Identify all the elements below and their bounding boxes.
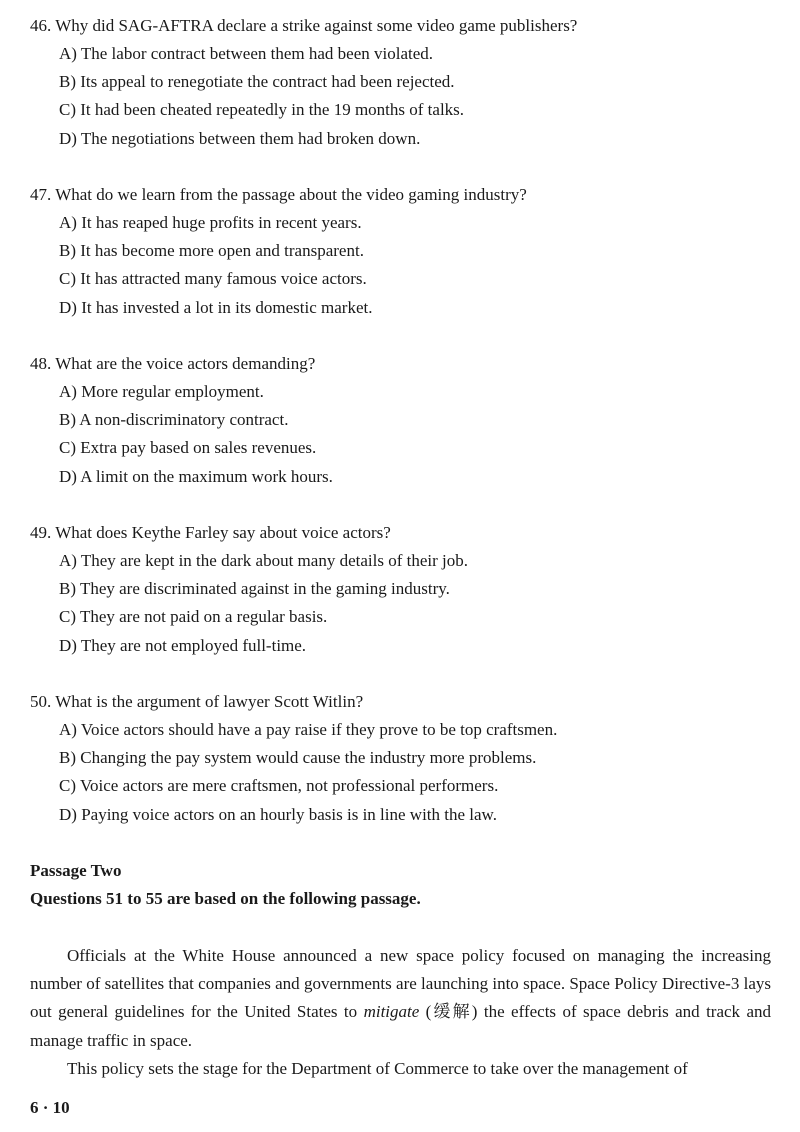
option-d: D) It has invested a lot in its domestic market. — [59, 297, 373, 317]
option-c: C) It has attracted many famous voice actors. — [59, 269, 367, 289]
question-46 — [30, 12, 780, 153]
passage-title: Passage Two — [30, 861, 122, 880]
option-d: D) A limit on the maximum work hours. — [59, 466, 333, 486]
passage-heading — [30, 857, 780, 913]
option-b: B) Changing the pay system would cause the industry more problems. — [59, 748, 537, 768]
option-b: B) Its appeal to renegotiate the contract had been rejected. — [59, 72, 455, 92]
passage-body — [30, 942, 771, 1083]
question-48 — [30, 350, 780, 491]
question-stem: 46. Why did SAG-AFTRA declare a strike against some video game publishers? — [30, 16, 578, 35]
question-stem: 48. What are the voice actors demanding? — [30, 354, 316, 373]
option-b: B) A non-discriminatory contract. — [59, 410, 289, 430]
passage-paragraph-2: This policy sets the stage for the Department of Commerce to take over the management of — [67, 1058, 688, 1078]
page-number: 6 · 10 — [30, 1098, 70, 1117]
option-d: D) The negotiations between them had broken down. — [59, 128, 421, 148]
option-b: B) It has become more open and transparent. — [59, 241, 364, 261]
option-b: B) They are discriminated against in the gaming industry. — [59, 579, 450, 599]
chinese-gloss: (缓解) — [419, 1002, 478, 1022]
passage-instruction: Questions 51 to 55 are based on the following passage. — [30, 889, 421, 908]
paragraph-text: Officials at the White House announced a new space policy focused on managing the increasing number of satellites that companies and governments are launching into space. Space Policy Directive-3 lays out general guidelines for the United States to — [30, 946, 771, 1022]
option-a: A) The labor contract between them had been violated. — [59, 44, 434, 63]
option-c: C) Voice actors are mere craftsmen, not professional performers. — [59, 776, 499, 796]
passage-paragraph-1 — [30, 942, 771, 1055]
option-d: D) Paying voice actors on an hourly basis is in line with the law. — [59, 804, 497, 824]
question-stem: 50. What is the argument of lawyer Scott Witlin? — [30, 692, 364, 711]
question-50 — [30, 688, 780, 829]
option-a: A) More regular employment. — [59, 382, 264, 401]
option-c: C) They are not paid on a regular basis. — [59, 607, 328, 627]
option-a: A) They are kept in the dark about many details of their job. — [59, 551, 468, 570]
option-a: A) It has reaped huge profits in recent years. — [59, 213, 362, 232]
question-stem: 49. What does Keythe Farley say about voice actors? — [30, 523, 391, 542]
option-c: C) Extra pay based on sales revenues. — [59, 438, 317, 458]
glossed-word: mitigate — [363, 1002, 420, 1022]
option-d: D) They are not employed full-time. — [59, 635, 307, 655]
option-c: C) It had been cheated repeatedly in the 19 months of talks. — [59, 100, 465, 120]
paragraph-text: the effects of space debris and track and manage traffic in space. — [30, 1002, 772, 1050]
question-47 — [30, 181, 780, 322]
question-49 — [30, 519, 780, 660]
option-a: A) Voice actors should have a pay raise if they prove to be top craftsmen. — [59, 720, 558, 739]
question-stem: 47. What do we learn from the passage about the video gaming industry? — [30, 185, 527, 204]
